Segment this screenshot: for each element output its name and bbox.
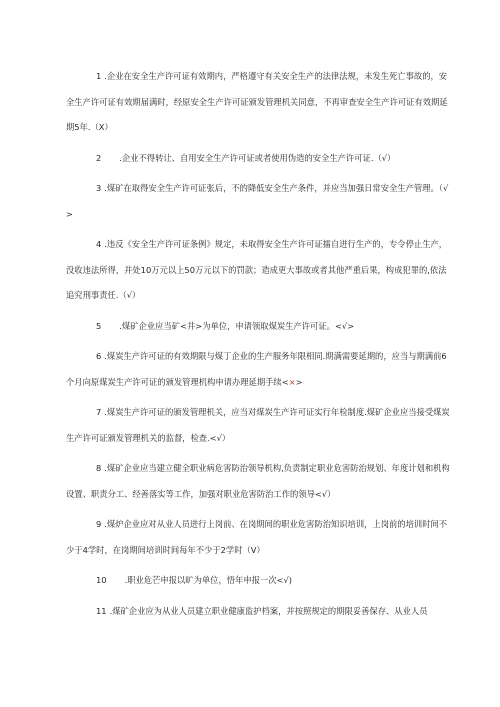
item-number: 6 — [96, 351, 102, 361]
list-item — [66, 314, 452, 340]
item-number: 7 — [96, 407, 102, 417]
item-number: 8 — [96, 463, 102, 473]
item-text: .企业不得转让、自用安全生产许可证或者使用伪造的安全生产许可证.（√） — [119, 152, 396, 163]
item-number: 10 — [96, 575, 107, 585]
item-text: .煤矿企业应当建立健全职业病危害防治领导机构,负责制定职业危害防治规划、年度计划和机构设置、职责分工、经善落实等工作，加强对职业危害防治工作的领导<√） — [66, 463, 450, 499]
list-item — [66, 344, 452, 395]
list-item — [66, 146, 452, 172]
item-number: 2 — [96, 152, 102, 163]
item-number: 9 — [96, 519, 102, 529]
cross-mark: × — [288, 376, 296, 387]
item-text: .职业危芒申报以旷为单位，悟年申报一次<√) — [124, 575, 293, 585]
item-number: 5 — [96, 320, 102, 331]
item-text: .煤矿企业应当矿<井>为单位，申请领取煤炭生产许可证。<√> — [119, 320, 355, 331]
item-text: .企业在安全生产许可证有效期内，严格遵守有关安全生产的法律法规，未发生死亡事故的，安全生产许可证有效期届满时，经原安全生产许可证颁发管理机关同意，不再审查安全生产许可证有效期延期5年.（X） — [66, 71, 448, 132]
item-number: 1 — [96, 71, 102, 81]
item-number: 3 — [96, 183, 102, 193]
list-item — [66, 456, 452, 507]
list-item — [66, 599, 452, 625]
item-number: 4 — [96, 239, 102, 249]
item-text: .煤矿企业应为从业人员建立职业健康监护档案，并按照规定的期限妥善保存、从业人员 — [109, 605, 428, 616]
list-item — [66, 512, 452, 563]
item-text: .煤炉企业应对从业人员进行上岗前、在岗期间的职业危害防治知识培训，上岗前的培训时间不少于4学时，在岗期间培训时间每年不少于2学时（V） — [66, 519, 448, 555]
list-item — [66, 568, 452, 594]
list-item — [66, 232, 452, 309]
list-item — [66, 400, 452, 451]
item-text: .违反《安全生产许可证条例》规定，未取得安全生产许可证擂自进行生产的，专令停止生产，没收违法所得，并处10万元以上50万元以下的罚款；造成更大事故或者其他严重后果，构成犯罪的,依法追究刑事责任.（√） — [66, 239, 448, 300]
item-text-tail: > — [295, 376, 303, 387]
item-number: 11 — [96, 605, 107, 616]
item-text: .煤炭生产许可证的有效期限与煤丁企业的生产服务年限相同.期满需要延期的，应当与期满前6个月向原煤炭生产许可证的颁发管理机构申请办理延期手续< — [66, 351, 447, 387]
list-item — [66, 176, 452, 227]
list-item — [66, 64, 452, 141]
item-text: .煤炭生产许可证的颁发管理机关，应当对煤炭生产许可证实行年检制度.煤矿企业应当接受煤炭生产许可证颁发管理机关的监督，检查.<√） — [66, 407, 450, 443]
item-text: .煤矿在取得安全生产许可证张后，不的降低安全生产条件，并应当加强日常安全生产管理。（√> — [66, 183, 449, 219]
